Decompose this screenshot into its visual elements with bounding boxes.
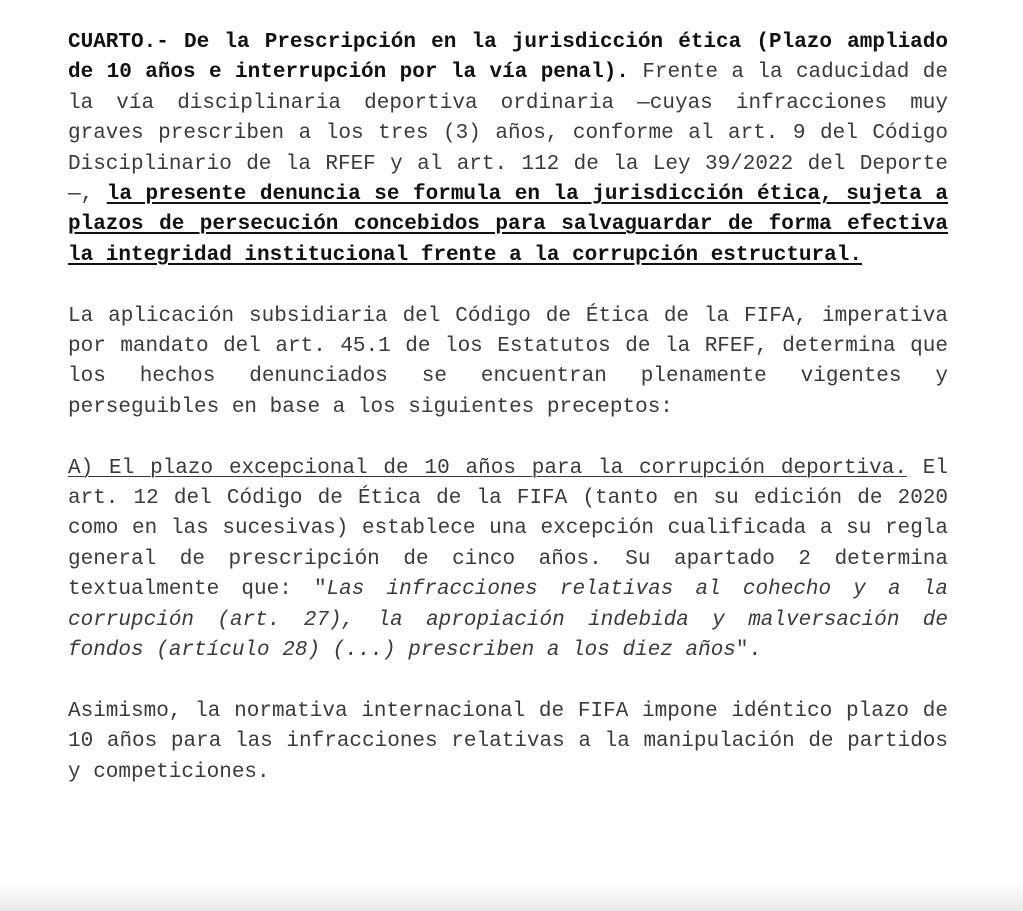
bottom-shadow	[0, 881, 1023, 911]
paragraph-gap	[68, 271, 948, 301]
aplicacion-paragraph: La aplicación subsidiaria del Código de Ética de la FIFA, imperativa por mandato del art. 45.1 de los Estatutos de la RFEF, determina que los hechos denunciados se encuentran plenamente vigentes y perseguibles en base a los siguientes preceptos:	[68, 304, 948, 419]
document-page	[68, 28, 948, 788]
asimismo-paragraph: Asimismo, la normativa internacional de FIFA impone idéntico plazo de 10 años para las infracciones relativas a la manipulación de partidos y competiciones.	[68, 699, 948, 784]
section-a-body: El art. 12 del Código de Ética de la FIFA (tanto en su edición de 2020 como en las sucesivas) establece una excepción cualificada a su regla general de prescripción de cinco años. Su apartado 2 determina textualmente que:	[68, 456, 949, 602]
quote-open-mark: "	[313, 578, 327, 602]
paragraph-gap	[68, 667, 948, 697]
paragraph-gap	[68, 423, 948, 453]
fifa-quote: Las infracciones relativas al cohecho y a la corrupción (art. 27), la apropiación indebida y malversación de fondos (artículo 28) (...) prescriben a los diez años	[68, 578, 948, 663]
section-cuarto-emphasis: la presente denuncia se formula en la jurisdicción ética, sujeta a plazos de persecución concebidos para salvaguardar de forma efectiva la integridad institucional frente a la corrupción estructural.	[68, 183, 948, 267]
section-a-paragraph	[68, 454, 948, 667]
section-cuarto-heading: CUARTO.- De la Prescripción en la jurisdicción ética (Plazo ampliado de 10 años e interrupción por la vía penal).	[68, 31, 948, 85]
quote-close-mark: ".	[735, 639, 762, 663]
section-cuarto-paragraph	[68, 28, 948, 271]
section-cuarto-intro: Frente a la caducidad de la vía disciplinaria deportiva ordinaria —cuyas infracciones muy graves prescriben a los tres (3) años, conforme al art. 9 del Código Disciplinario de la RFEF y al art. 112 de la Ley 39/2022 del Deporte—,	[68, 61, 948, 207]
section-a-heading: A) El plazo excepcional de 10 años para la corrupción deportiva.	[68, 456, 907, 480]
